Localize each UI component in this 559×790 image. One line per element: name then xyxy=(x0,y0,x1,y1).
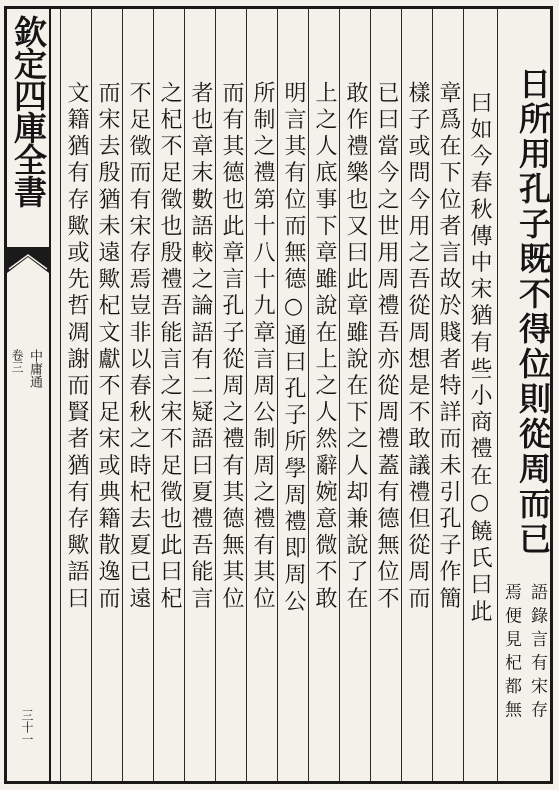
text-column: 者也章末數語較之論語有二疑語曰夏禮吾能言 xyxy=(184,9,216,781)
fish-tail-mark-icon xyxy=(7,247,49,275)
text-column: 之杞不足徵也殷禮吾能言之宋不足徵也此曰杞 xyxy=(153,9,185,781)
annotation-column xyxy=(497,9,550,781)
annotation-right: 語錄言有宋存 xyxy=(527,583,547,724)
text-column: 日所用孔子既不得位則從周而已 xyxy=(514,67,552,557)
text-column: 而有其德也此章言孔子從周之禮有其德無其位 xyxy=(215,9,247,781)
text-column: 所制之禮第十八十九章言周公制周之禮有其位 xyxy=(246,9,278,781)
text-column: 樣子或問今用之吾從周想是不敢議禮但從周而 xyxy=(401,9,433,781)
text-column: 明言其有位而無德○通曰孔子所學周禮即周公 xyxy=(277,9,309,781)
volume-number: 卷三 xyxy=(10,349,24,373)
margin-column xyxy=(7,9,51,781)
text-column: 上之人底事下章雖說在上之人然辭婉意微不敢 xyxy=(308,9,340,781)
collection-title: 欽定四庫全書 xyxy=(9,15,48,207)
text-column: 而宋去殷猶未遠歟杞文獻不足宋或典籍散逸而 xyxy=(91,9,123,781)
annotation-left: 焉便見杞都無 xyxy=(501,583,521,724)
text-column: 不足徵而有宋存焉豈非以春秋之時杞去夏已遠 xyxy=(122,9,154,781)
book-name: 中庸通 xyxy=(27,349,42,388)
page-frame xyxy=(4,6,553,784)
text-column: 章爲在下位者言故於賤者特詳而未引孔子作簡 xyxy=(432,9,464,781)
text-column: 敢作禮樂也又曰此章雖說在下之人却兼說了在 xyxy=(339,9,371,781)
text-column: 已曰當今之世用周禮吾亦從周禮蓋有德無位不 xyxy=(370,9,402,781)
text-column: 曰如今春秋傳中宋猶有些小商禮在○饒氏曰此 xyxy=(463,9,495,781)
text-column: 文籍猶有存歟或先哲凋謝而賢者猶有存歟語曰 xyxy=(60,9,92,781)
page-number: 三十一 xyxy=(20,709,34,745)
